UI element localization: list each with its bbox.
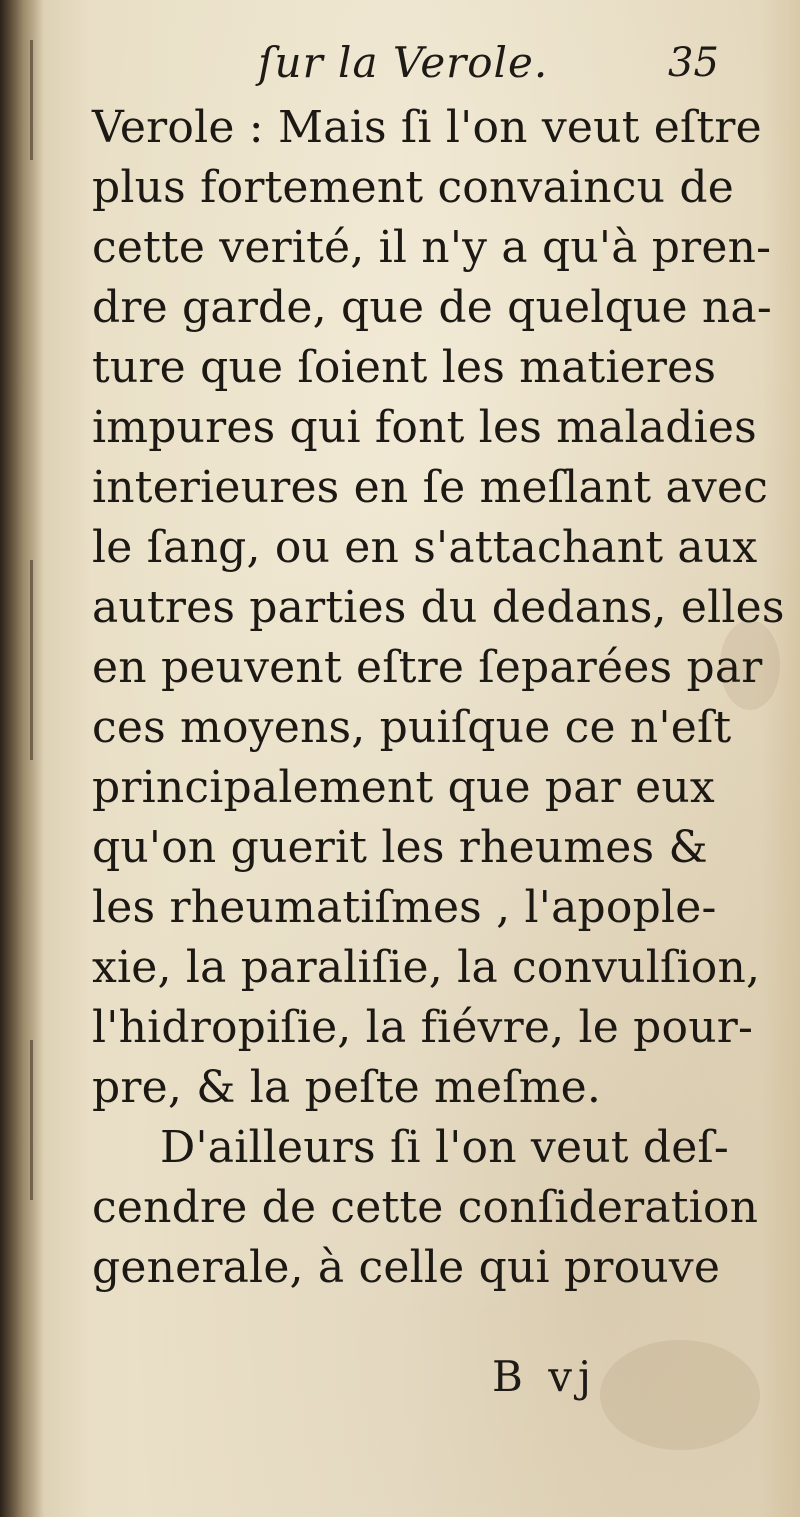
text-line: ces moyens, puiſque ce n'eſt: [92, 702, 732, 753]
text-line: qu'on guerit les rheumes &: [92, 822, 708, 873]
binding-gutter: [0, 0, 44, 1517]
text-line: pre, & la peſte meſme.: [92, 1062, 602, 1113]
text-line: l'hidropiſie, la fiévre, le pour-: [92, 1002, 754, 1053]
binding-stitch: [30, 1040, 33, 1200]
text-line: principalement que par eux: [92, 762, 715, 813]
running-title: ſur la Verole.: [258, 38, 549, 87]
page-header: [0, 30, 800, 90]
text-line: plus fortement convaincu de: [92, 162, 734, 213]
text-line: xie, la paraliſie, la convulſion,: [92, 942, 761, 993]
text-line: impures qui font les maladies: [92, 402, 757, 453]
text-line: en peuvent eſtre ſeparées par: [92, 642, 763, 693]
text-line: les rheumatiſmes , l'apople-: [92, 882, 717, 933]
body-text: [92, 98, 785, 1298]
paragraph-first-line: D'ailleurs ſi l'on veut deſ-: [160, 1122, 729, 1173]
text-line: autres parties du dedans, elles: [92, 582, 785, 633]
paper-stain: [600, 1340, 760, 1450]
text-line: ture que ſoient les matieres: [92, 342, 717, 393]
text-line: generale, à celle qui prouve: [92, 1242, 721, 1293]
page-number: 35: [668, 40, 719, 86]
text-line: dre garde, que de quelque na-: [92, 282, 772, 333]
text-line: le ſang, ou en s'attachant aux: [92, 522, 758, 573]
text-line: cette verité, il n'y a qu'à pren-: [92, 222, 772, 273]
text-line: interieures en ſe meſlant avec: [92, 462, 769, 513]
text-line: cendre de cette conſideration: [92, 1182, 759, 1233]
signature-mark: B vj: [492, 1352, 597, 1401]
binding-stitch: [30, 560, 33, 760]
text-line: Verole : Mais ſi l'on veut eſtre: [92, 102, 762, 153]
